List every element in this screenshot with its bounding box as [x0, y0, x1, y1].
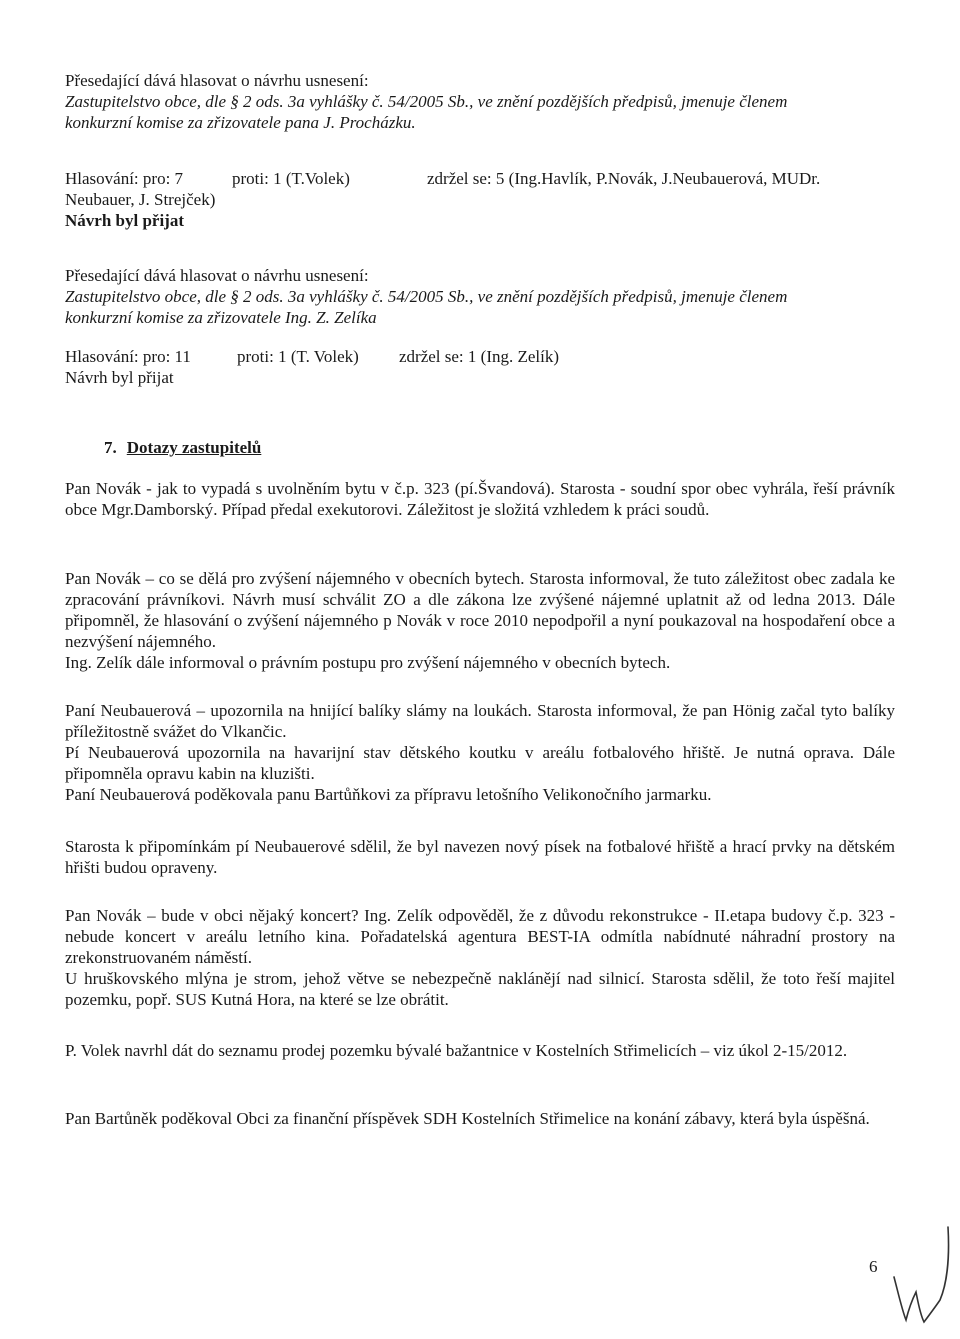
vote-result: Návrh byl přijat — [65, 368, 174, 387]
paragraph-volek — [65, 1040, 895, 1061]
vote-for: Hlasování: pro: 7 — [65, 169, 184, 188]
page-number: 6 — [869, 1257, 878, 1276]
paragraph-neubauerova — [65, 700, 895, 805]
paragraph-novak-koncert — [65, 905, 895, 1010]
paragraph-text: Pí Neubauerová upozornila na havarijní stav dětského koutku v areálu fotbalového hřiště. Je nutná oprava. Dále připomněla opravu kabin na kluzišti. — [65, 743, 895, 783]
vote-against: proti: 1 (T.Volek) — [232, 169, 350, 188]
vote-result-2 — [65, 346, 895, 388]
resolution-line: konkurzní komise za zřizovatele Ing. Z. Zelíka — [65, 308, 377, 327]
vote-for: Hlasování: pro: 11 — [65, 347, 191, 366]
section-heading — [104, 437, 261, 458]
paragraph-text: Pan Bartůněk poděkoval Obci za finanční příspěvek SDH Kostelních Střimelice na konání zábavy, která byla úspěšná. — [65, 1109, 870, 1128]
paragraph-text: U hruškovského mlýna je strom, jehož větve se nebezpečně naklánějí nad silnicí. Starosta sdělil, že toto řeší majitel pozemku, popř. SUS Kutná Hora, na které se lze obrátit. — [65, 969, 895, 1009]
vote-result: Návrh byl přijat — [65, 211, 184, 230]
vote-intro: Přesedající dává hlasovat o návrhu usnesení: — [65, 266, 369, 285]
resolution-line: Zastupitelstvo obce, dle § 2 ods. 3a vyhlášky č. 54/2005 Sb., ve znění pozdějších předpisů, jmenuje členem — [65, 287, 788, 306]
paragraph-text: Paní Neubauerová – upozornila na hnijící balíky slámy na loukách. Starosta informoval, že pan Hönig začal tyto balíky příležitostně svážet do Vlkančic. — [65, 701, 895, 741]
vote-block-2 — [65, 265, 895, 328]
paragraph-text: P. Volek navrhl dát do seznamu prodej pozemku bývalé bažantnice v Kostelních Střimelicích – viz úkol 2-15/2012. — [65, 1041, 848, 1060]
vote-abstain: zdržel se: 5 (Ing.Havlík, P.Novák, J.Neubauerová, MUDr. — [427, 169, 821, 188]
paragraph-novak-byt — [65, 478, 895, 520]
vote-abstain-continued: Neubauer, J. Strejček) — [65, 190, 216, 209]
paragraph-text: Paní Neubauerová poděkovala panu Bartůňkovi za přípravu letošního Velikonočního jarmarku. — [65, 785, 712, 804]
vote-abstain: zdržel se: 1 (Ing. Zelík) — [399, 347, 560, 366]
resolution-line: Zastupitelstvo obce, dle § 2 ods. 3a vyhlášky č. 54/2005 Sb., ve znění pozdějších předpisů, jmenuje členem — [65, 92, 788, 111]
paragraph-text: Pan Novák – co se dělá pro zvýšení nájemného v obecních bytech. Starosta informoval, že tuto záležitost obec zadala ke zpracování právníkovi. Návrh musí schválit ZO a dle zákona lze zvýšené nájemné uplatnit až od ledna 2013. Dále připomněl, že hlasování o zvýšení nájemného p Novák v roce 2010 nepodpořil a nyní poukazoval na hospodaření obce a nezvýšení nájemného. — [65, 569, 895, 651]
vote-block-1 — [65, 70, 895, 133]
vote-against: proti: 1 (T. Volek) — [237, 347, 359, 366]
paragraph-text: Pan Novák – bude v obci nějaký koncert? Ing. Zelík odpověděl, že z důvodu rekonstrukce - II.etapa budovy č.p. 323 - nebude koncert v areálu letního kina. Pořadatelská agentura BEST-IA odmítla nabídnuté náhradní prostory na zrekonstruovaném náměstí. — [65, 906, 895, 967]
section-title: Dotazy zastupitelů — [126, 438, 262, 457]
signature-icon — [888, 1222, 958, 1332]
vote-result-1 — [65, 168, 895, 231]
paragraph-text: Ing. Zelík dále informoval o právním postupu pro zvýšení nájemného v obecních bytech. — [65, 653, 671, 672]
resolution-line: konkurzní komise za zřizovatele pana J. Procházku. — [65, 113, 416, 132]
paragraph-bartunek — [65, 1108, 895, 1129]
vote-intro: Přesedající dává hlasovat o návrhu usnesení: — [65, 71, 369, 90]
paragraph-text: Pan Novák - jak to vypadá s uvolněním bytu v č.p. 323 (pí.Švandová). Starosta - soudní spor obec vyhrála, řeší právník obce Mgr.Damborský. Případ předal exekutorovi. Záležitost je složitá vzhledem k práci soudů. — [65, 479, 895, 519]
paragraph-text: Starosta k připomínkám pí Neubauerové sdělil, že byl navezen nový písek na fotbalové hřiště a hrací prvky na dětském hřišti budou opraveny. — [65, 837, 895, 877]
section-number: 7. — [104, 438, 117, 457]
paragraph-starosta — [65, 836, 895, 878]
paragraph-novak-najemne — [65, 568, 895, 673]
